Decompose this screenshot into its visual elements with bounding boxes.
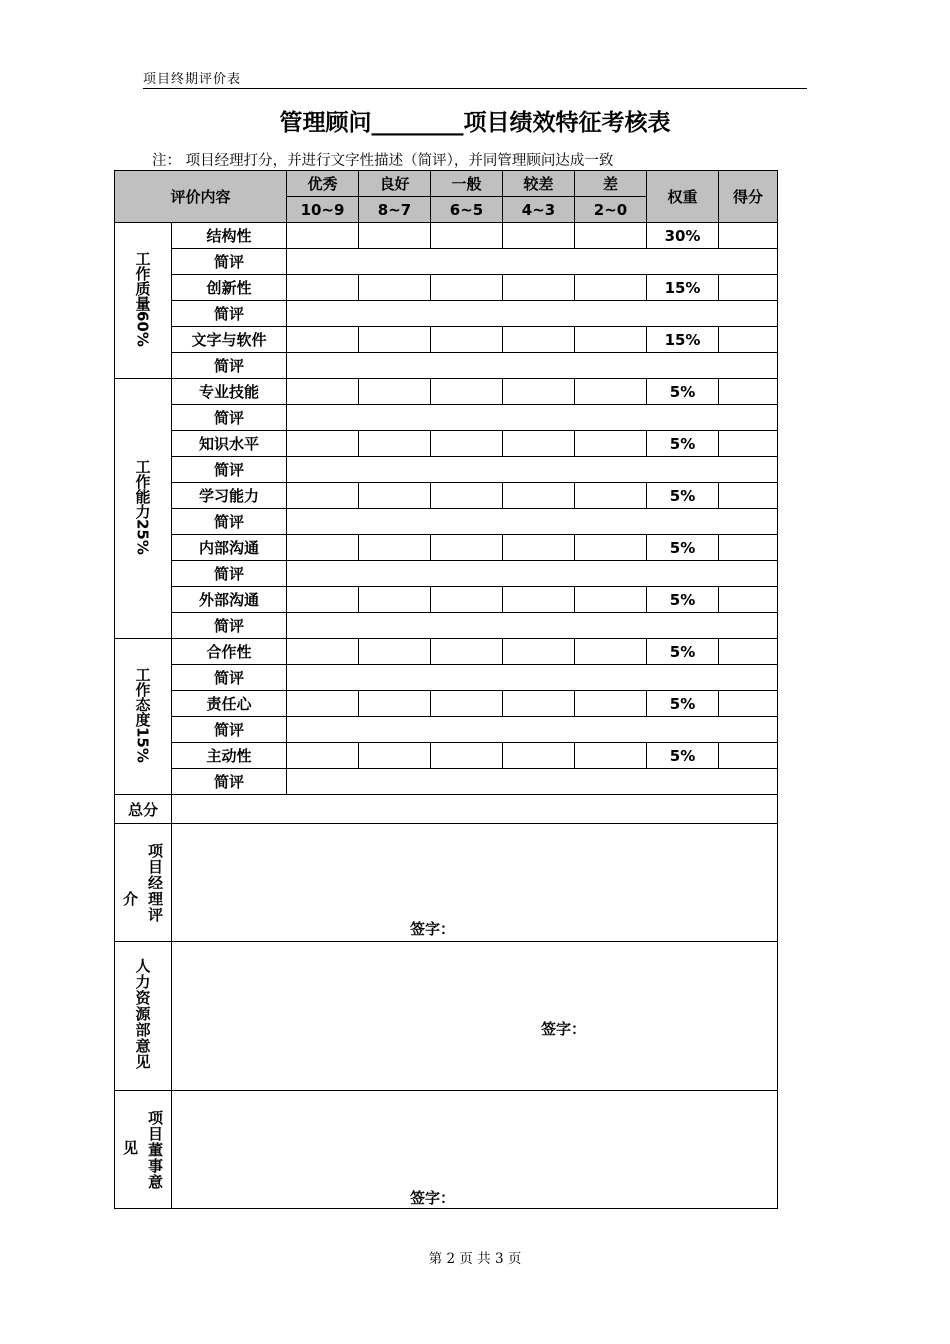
pm-review-label-a: 项目经理评 [146, 842, 164, 923]
title-blank: ________ [371, 110, 464, 136]
grade-input-cell[interactable] [431, 535, 503, 561]
hr-opinion-row [115, 942, 778, 1091]
grade-input-cell[interactable] [503, 691, 575, 717]
grade-label: 较差 [503, 171, 575, 197]
evaluation-table [114, 170, 778, 1209]
grade-input-cell[interactable] [431, 483, 503, 509]
grade-input-cell[interactable] [431, 743, 503, 769]
score-input-cell[interactable] [719, 483, 778, 509]
score-input-cell[interactable] [719, 639, 778, 665]
comment-label: 简评 [172, 613, 287, 639]
grade-input-cell[interactable] [287, 275, 359, 301]
grade-input-cell[interactable] [431, 587, 503, 613]
grade-input-cell[interactable] [359, 379, 431, 405]
comment-input-cell[interactable] [287, 561, 778, 587]
item-row [115, 743, 778, 769]
grade-input-cell[interactable] [575, 431, 647, 457]
item-name: 学习能力 [172, 483, 287, 509]
total-row [115, 795, 778, 824]
item-name: 结构性 [172, 223, 287, 249]
comment-input-cell[interactable] [287, 353, 778, 379]
grade-input-cell[interactable] [431, 431, 503, 457]
comment-input-cell[interactable] [287, 665, 778, 691]
hr-opinion-input-cell[interactable] [172, 942, 778, 1091]
col-weight-header: 权重 [647, 171, 719, 223]
item-name: 知识水平 [172, 431, 287, 457]
comment-row [115, 769, 778, 795]
item-weight: 5% [647, 691, 719, 717]
item-name: 专业技能 [172, 379, 287, 405]
grade-input-cell[interactable] [359, 743, 431, 769]
hr-opinion-label-cell [115, 942, 172, 1091]
grade-input-cell[interactable] [503, 587, 575, 613]
grade-input-cell[interactable] [287, 535, 359, 561]
board-opinion-label-cell [115, 1091, 172, 1209]
item-name: 内部沟通 [172, 535, 287, 561]
score-input-cell[interactable] [719, 691, 778, 717]
item-weight: 5% [647, 743, 719, 769]
item-row [115, 639, 778, 665]
comment-row [115, 717, 778, 743]
item-name: 责任心 [172, 691, 287, 717]
grade-label: 一般 [431, 171, 503, 197]
grade-input-cell[interactable] [431, 379, 503, 405]
item-row [115, 431, 778, 457]
grade-input-cell[interactable] [359, 275, 431, 301]
comment-row [115, 665, 778, 691]
comment-label: 简评 [172, 665, 287, 691]
grade-input-cell[interactable] [503, 379, 575, 405]
comment-row [115, 353, 778, 379]
page-footer [0, 1247, 950, 1267]
grade-input-cell[interactable] [431, 275, 503, 301]
pm-review-label-cell [115, 824, 172, 942]
hr-opinion-label: 人力资源部意见 [133, 958, 152, 1070]
item-weight: 15% [647, 275, 719, 301]
item-weight: 5% [647, 535, 719, 561]
comment-label: 简评 [172, 509, 287, 535]
item-row [115, 223, 778, 249]
score-input-cell[interactable] [719, 379, 778, 405]
item-weight: 30% [647, 223, 719, 249]
grade-input-cell[interactable] [287, 379, 359, 405]
comment-row [115, 301, 778, 327]
comment-row [115, 405, 778, 431]
grade-range: 2~0 [575, 197, 647, 223]
footer-total: 3 [494, 1251, 504, 1267]
comment-label: 简评 [172, 301, 287, 327]
item-row [115, 691, 778, 717]
grade-input-cell[interactable] [575, 691, 647, 717]
comment-input-cell[interactable] [287, 249, 778, 275]
grade-input-cell[interactable] [431, 327, 503, 353]
item-name: 合作性 [172, 639, 287, 665]
group-label: 工作态度15% [133, 666, 152, 763]
grade-input-cell[interactable] [359, 223, 431, 249]
comment-label: 简评 [172, 769, 287, 795]
total-input-cell[interactable] [172, 795, 778, 824]
grade-input-cell[interactable] [503, 483, 575, 509]
grade-input-cell[interactable] [431, 639, 503, 665]
group-label: 工作质量60% [133, 250, 152, 347]
comment-row [115, 509, 778, 535]
comment-input-cell[interactable] [287, 457, 778, 483]
pm-review-label-b: 介 [121, 890, 139, 907]
grade-range: 6~5 [431, 197, 503, 223]
comment-input-cell[interactable] [287, 613, 778, 639]
grade-input-cell[interactable] [503, 639, 575, 665]
grade-input-cell[interactable] [575, 743, 647, 769]
grade-input-cell[interactable] [575, 327, 647, 353]
grade-input-cell[interactable] [287, 639, 359, 665]
grade-input-cell[interactable] [359, 431, 431, 457]
comment-row [115, 249, 778, 275]
table-body [115, 171, 778, 1209]
board-opinion-input-cell[interactable] [172, 1091, 778, 1209]
grade-input-cell[interactable] [359, 327, 431, 353]
comment-input-cell[interactable] [287, 769, 778, 795]
page-title [0, 104, 950, 137]
group-label-cell [115, 379, 172, 639]
grade-range: 4~3 [503, 197, 575, 223]
grade-input-cell[interactable] [503, 275, 575, 301]
grade-input-cell[interactable] [503, 535, 575, 561]
comment-input-cell[interactable] [287, 301, 778, 327]
grade-input-cell[interactable] [503, 223, 575, 249]
grade-input-cell[interactable] [287, 743, 359, 769]
footer-prefix: 第 [428, 1251, 443, 1267]
grade-input-cell[interactable] [359, 483, 431, 509]
footer-middle: 页 共 [459, 1251, 491, 1267]
total-label: 总分 [115, 795, 172, 824]
title-left: 管理顾问 [279, 110, 372, 136]
comment-label: 简评 [172, 457, 287, 483]
score-input-cell[interactable] [719, 327, 778, 353]
footer-page: 2 [446, 1251, 456, 1267]
score-input-cell[interactable] [719, 587, 778, 613]
grade-input-cell[interactable] [575, 639, 647, 665]
grade-input-cell[interactable] [287, 327, 359, 353]
signature-label: 签字： [541, 1020, 587, 1038]
grade-input-cell[interactable] [575, 275, 647, 301]
item-name: 主动性 [172, 743, 287, 769]
item-name: 文字与软件 [172, 327, 287, 353]
item-weight: 5% [647, 483, 719, 509]
board-opinion-label-b: 见 [121, 1139, 139, 1156]
signature-label: 签字： [410, 920, 456, 938]
score-input-cell[interactable] [719, 431, 778, 457]
col-score-header: 得分 [719, 171, 778, 223]
item-row [115, 587, 778, 613]
grade-input-cell[interactable] [287, 587, 359, 613]
item-weight: 5% [647, 587, 719, 613]
grade-range: 8~7 [359, 197, 431, 223]
grade-input-cell[interactable] [359, 691, 431, 717]
score-input-cell[interactable] [719, 275, 778, 301]
comment-label: 简评 [172, 717, 287, 743]
board-opinion-row [115, 1091, 778, 1209]
note-text: 注： 项目经理打分，并进行文字性描述（简评），并同管理顾问达成一致 [152, 153, 614, 169]
grade-input-cell[interactable] [287, 431, 359, 457]
score-input-cell[interactable] [719, 535, 778, 561]
header-row-1 [115, 171, 778, 197]
grade-input-cell[interactable] [359, 535, 431, 561]
comment-input-cell[interactable] [287, 717, 778, 743]
footer-suffix: 页 [507, 1251, 522, 1267]
grade-input-cell[interactable] [575, 223, 647, 249]
grade-input-cell[interactable] [575, 535, 647, 561]
grade-input-cell[interactable] [503, 743, 575, 769]
comment-row [115, 613, 778, 639]
signature-label: 签字： [410, 1189, 456, 1207]
item-weight: 15% [647, 327, 719, 353]
item-row [115, 379, 778, 405]
item-weight: 5% [647, 431, 719, 457]
score-input-cell[interactable] [719, 223, 778, 249]
grade-input-cell[interactable] [287, 223, 359, 249]
item-weight: 5% [647, 639, 719, 665]
grade-label: 良好 [359, 171, 431, 197]
item-row [115, 483, 778, 509]
grade-input-cell[interactable] [575, 379, 647, 405]
col-content-header: 评价内容 [115, 171, 287, 223]
group-label-cell [115, 639, 172, 795]
grade-input-cell[interactable] [503, 327, 575, 353]
comment-label: 简评 [172, 353, 287, 379]
grade-input-cell[interactable] [431, 223, 503, 249]
comment-label: 简评 [172, 249, 287, 275]
grade-range: 10~9 [287, 197, 359, 223]
grade-input-cell[interactable] [431, 691, 503, 717]
comment-row [115, 457, 778, 483]
grade-input-cell[interactable] [359, 639, 431, 665]
comment-label: 简评 [172, 405, 287, 431]
item-row [115, 327, 778, 353]
item-name: 创新性 [172, 275, 287, 301]
grade-input-cell[interactable] [503, 431, 575, 457]
pm-review-input-cell[interactable] [172, 824, 778, 942]
grade-label: 差 [575, 171, 647, 197]
pm-review-row [115, 824, 778, 942]
grade-input-cell[interactable] [575, 587, 647, 613]
item-name: 外部沟通 [172, 587, 287, 613]
item-row [115, 275, 778, 301]
item-weight: 5% [647, 379, 719, 405]
board-opinion-label-a: 项目董事意 [146, 1109, 164, 1190]
comment-row [115, 561, 778, 587]
comment-label: 简评 [172, 561, 287, 587]
item-row [115, 535, 778, 561]
grade-input-cell[interactable] [287, 691, 359, 717]
grade-input-cell[interactable] [287, 483, 359, 509]
group-label: 工作能力25% [133, 458, 152, 555]
page-header [143, 68, 807, 89]
score-input-cell[interactable] [719, 743, 778, 769]
comment-input-cell[interactable] [287, 509, 778, 535]
comment-input-cell[interactable] [287, 405, 778, 431]
group-label-cell [115, 223, 172, 379]
grade-label: 优秀 [287, 171, 359, 197]
title-right: 项目绩效特征考核表 [463, 110, 671, 136]
grade-input-cell[interactable] [575, 483, 647, 509]
header-text: 项目终期评价表 [143, 72, 242, 87]
grade-input-cell[interactable] [359, 587, 431, 613]
